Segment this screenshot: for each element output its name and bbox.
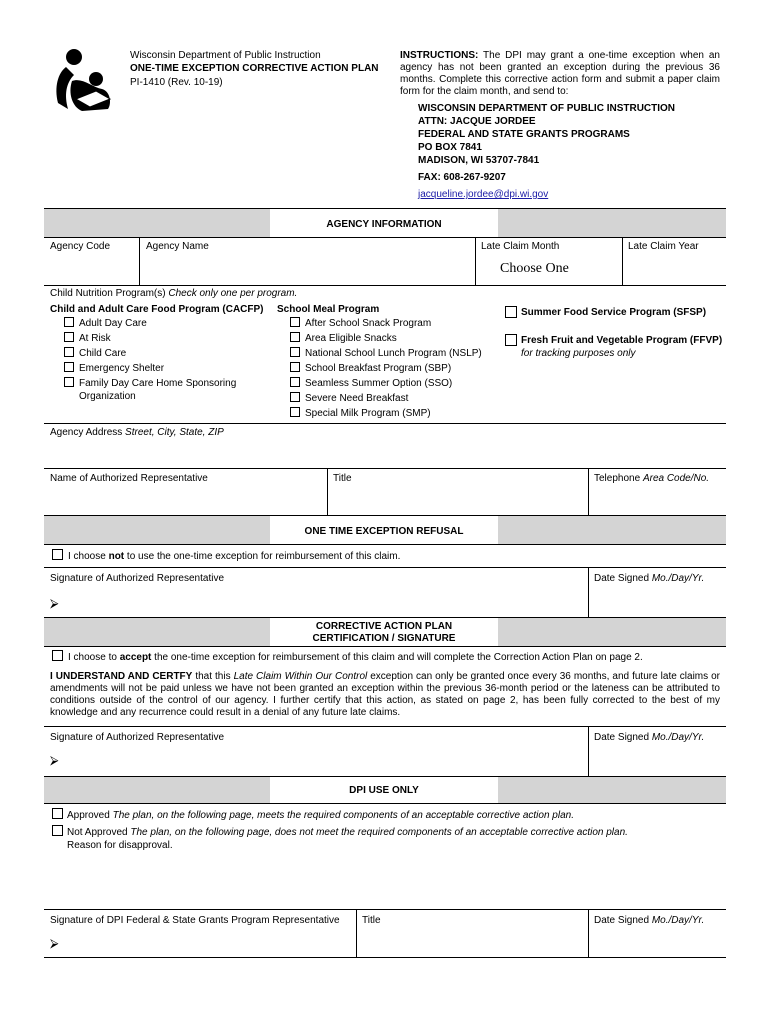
address-line: WISCONSIN DEPARTMENT OF PUBLIC INSTRUCTION <box>418 103 676 114</box>
telephone-label <box>594 473 709 484</box>
mailing-address <box>418 102 675 167</box>
dpi-date-label <box>594 915 704 926</box>
refusal-em: not <box>108 551 125 562</box>
smp-sso-checkbox[interactable] <box>290 377 300 387</box>
refusal-post: to use the one-time exception for reimbursement of this claim. <box>124 551 401 562</box>
dpi-approved-label: Approved <box>67 810 110 821</box>
cert-a: that this <box>192 671 234 682</box>
section-shade-left <box>44 209 270 237</box>
corrective-heading <box>270 621 498 645</box>
program-label <box>50 288 297 299</box>
sfsp-checkbox[interactable] <box>505 306 517 318</box>
ffvp-checkbox[interactable] <box>505 334 517 346</box>
agency-address-label <box>50 427 224 438</box>
ffvp-label: Fresh Fruit and Vegetable Program (FFVP) <box>521 335 723 346</box>
address-line: FEDERAL AND STATE GRANTS PROGRAMS <box>418 129 630 140</box>
late-claim-month-select[interactable]: Choose One <box>500 261 569 276</box>
accept-date-label <box>594 732 704 743</box>
corrective-heading-line: CERTIFICATION / SIGNATURE <box>312 633 456 644</box>
cert-bold: I UNDERSTAND AND CERTFY <box>50 671 193 682</box>
smp-title: School Meal Program <box>277 304 380 315</box>
dpi-date-hint: Mo./Day/Yr. <box>651 915 705 926</box>
arrow-pointer-icon: ⮚ <box>50 753 59 767</box>
smp-item-label: Severe Need Breakfast <box>305 393 409 404</box>
cacfp-item-label: Child Care <box>79 348 127 359</box>
accept-checkbox[interactable] <box>52 650 63 661</box>
program-label-text: Child Nutrition Program(s) <box>50 288 166 299</box>
refusal-signature-label: Signature of Authorized Representative <box>50 573 224 584</box>
dpi-date-label-text: Date Signed <box>594 915 650 926</box>
accept-date-hint: Mo./Day/Yr. <box>651 732 705 743</box>
fax-number: FAX: 608-267-9207 <box>418 172 506 183</box>
telephone-label-text: Telephone <box>594 473 641 484</box>
section-shade-right <box>498 209 726 237</box>
cert-b: exception can only be granted once every 36 months, and future late claims or amendments will not be paid unless we have not been granted an exception within the previous 36-month period or the lateness can be attributed to conditions outside of the control of our agency. I further certify that this action, as stated on page 2, has been fully corrected to the best of my knowledge and any recurrence could result in a denial of any future late claims. <box>50 671 721 718</box>
smp-item-label: Seamless Summer Option (SSO) <box>305 378 453 389</box>
dpi-approved-checkbox[interactable] <box>52 808 63 819</box>
dpi-title-label: Title <box>362 915 381 926</box>
section-shade-right <box>498 516 726 544</box>
cacfp-title: Child and Adult Care Food Program (CACFP) <box>50 304 264 315</box>
accept-pre: I choose to <box>68 652 120 663</box>
dpi-approved-text <box>67 810 574 821</box>
refusal-date-label <box>594 573 704 584</box>
instructions-block <box>400 50 720 98</box>
sfsp-label: Summer Food Service Program (SFSP) <box>521 307 707 318</box>
section-shade-left <box>44 777 270 803</box>
cert-italic: Late Claim Within Our Control <box>233 671 368 682</box>
rep-title-label: Title <box>333 473 352 484</box>
dpi-signature-label: Signature of DPI Federal & State Grants Program Representative <box>50 915 340 926</box>
arrow-pointer-icon: ⮚ <box>50 936 59 950</box>
refusal-checkbox[interactable] <box>52 549 63 560</box>
parent-reading-to-child-logo <box>52 47 114 113</box>
smp-item-label: After School Snack Program <box>305 318 432 329</box>
smp-item-label: School Breakfast Program (SBP) <box>305 363 452 374</box>
dpi-not-approved-label: Not Approved <box>67 827 128 838</box>
arrow-pointer-icon: ⮚ <box>50 596 59 610</box>
corrective-heading-line: CORRECTIVE ACTION PLAN <box>315 621 453 632</box>
accept-date-label-text: Date Signed <box>594 732 650 743</box>
refusal-statement <box>68 551 400 562</box>
cacfp-child-care-checkbox[interactable] <box>64 347 74 357</box>
dpi-approved-hint: The plan, on the following page, meets the required components of an acceptable corrective action plan. <box>112 810 574 821</box>
dpi-reason-label: Reason for disapproval. <box>67 840 173 851</box>
cacfp-item-label: At Risk <box>79 333 111 344</box>
agency-address-label-text: Agency Address <box>50 427 123 438</box>
agency-name-label: Agency Name <box>146 241 209 252</box>
telephone-hint: Area Code/No. <box>642 473 710 484</box>
cacfp-family-day-care-checkbox[interactable] <box>64 377 74 387</box>
agency-info-heading: AGENCY INFORMATION <box>326 219 442 230</box>
email-link[interactable]: jacqueline.jordee@dpi.wi.gov <box>418 189 549 200</box>
refusal-date-label-text: Date Signed <box>594 573 650 584</box>
dpi-not-approved-text <box>67 827 628 838</box>
smp-item-label: National School Lunch Program (NSLP) <box>305 348 482 359</box>
form-title: ONE-TIME EXCEPTION CORRECTIVE ACTION PLAN <box>130 63 379 74</box>
smp-after-school-snack-checkbox[interactable] <box>290 317 300 327</box>
smp-sbp-checkbox[interactable] <box>290 362 300 372</box>
cacfp-item-label: Organization <box>79 391 136 402</box>
address-line: PO BOX 7841 <box>418 142 482 153</box>
smp-item-label: Special Milk Program (SMP) <box>305 408 431 419</box>
instructions-label: INSTRUCTIONS: <box>400 50 479 61</box>
cacfp-item-label: Emergency Shelter <box>79 363 165 374</box>
agency-address-hint: Street, City, State, ZIP <box>125 427 224 438</box>
instructions-text: The DPI may grant a one-time exception when an agency has not been granted an exception during the previous 36 months. Complete this corrective action form and submit a paper claim form for the claim month, and send to: <box>400 50 720 97</box>
refusal-pre: I choose <box>68 551 109 562</box>
accept-em: accept <box>119 652 152 663</box>
smp-item-label: Area Eligible Snacks <box>305 333 397 344</box>
refusal-date-hint: Mo./Day/Yr. <box>651 573 705 584</box>
program-hint: Check only one per program. <box>168 288 298 299</box>
smp-area-eligible-snacks-checkbox[interactable] <box>290 332 300 342</box>
cacfp-item-label: Adult Day Care <box>79 318 147 329</box>
smp-special-milk-checkbox[interactable] <box>290 407 300 417</box>
cacfp-item-label: Family Day Care Home Sponsoring <box>79 378 237 389</box>
late-claim-month-label: Late Claim Month <box>481 241 560 252</box>
section-shade-left <box>44 516 270 544</box>
smp-severe-need-breakfast-checkbox[interactable] <box>290 392 300 402</box>
accept-post: the one-time exception for reimbursement of this claim and will complete the Correction Action Plan on page 2. <box>151 652 643 663</box>
accept-statement <box>68 652 643 663</box>
refusal-heading: ONE TIME EXCEPTION REFUSAL <box>304 526 464 537</box>
certification-text <box>50 671 720 719</box>
dpi-not-approved-hint: The plan, on the following page, does not meet the required components of an acceptable corrective action plan. <box>130 827 628 838</box>
cacfp-emergency-shelter-checkbox[interactable] <box>64 362 74 372</box>
address-line: ATTN: JACQUE JORDEE <box>418 116 536 127</box>
agency-code-label: Agency Code <box>50 241 111 252</box>
dpi-not-approved-checkbox[interactable] <box>52 825 63 836</box>
rep-name-label: Name of Authorized Representative <box>50 473 208 484</box>
accept-signature-label: Signature of Authorized Representative <box>50 732 224 743</box>
dept-name: Wisconsin Department of Public Instruction <box>130 50 321 61</box>
section-shade-left <box>44 618 270 646</box>
address-line: MADISON, WI 53707-7841 <box>418 155 540 166</box>
cacfp-at-risk-checkbox[interactable] <box>64 332 74 342</box>
smp-nslp-checkbox[interactable] <box>290 347 300 357</box>
late-claim-year-label: Late Claim Year <box>628 241 699 252</box>
section-shade-right <box>498 618 726 646</box>
ffvp-note: for tracking purposes only <box>521 348 636 359</box>
form-number: PI-1410 (Rev. 10-19) <box>130 77 223 88</box>
section-shade-right <box>498 777 726 803</box>
cacfp-adult-day-care-checkbox[interactable] <box>64 317 74 327</box>
dpi-heading: DPI USE ONLY <box>349 785 419 796</box>
